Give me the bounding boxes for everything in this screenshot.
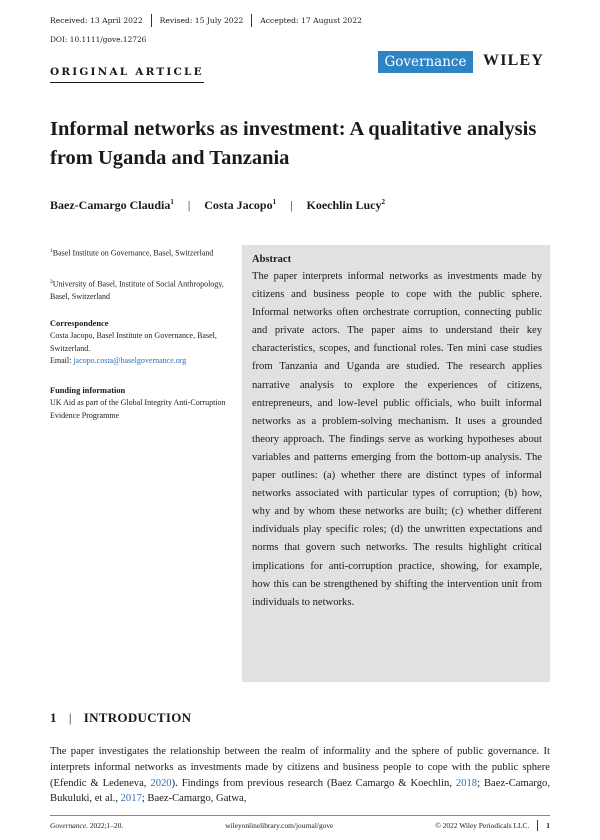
paper-title: Informal networks as investment: A qualitative analysis from Uganda and Tanzania — [50, 118, 537, 169]
author-list — [50, 198, 385, 213]
author-name[interactable]: Costa Jacopo$^1$ — [204, 198, 277, 212]
received-date: Received: 13 April 2022 — [50, 16, 143, 25]
affiliation: $^1$Basel Institute on Governance, Basel, Switzerland — [50, 248, 214, 258]
abstract-heading: Abstract — [252, 254, 292, 265]
intro-paragraph: The paper investigates the relationship between the realm of informality and the sphere of public governance. It interprets informal networks as investments made by citizens and business people to cope with the public sphere (Efendic & Ledeneva, 2020). Findings from previous research (Baez Camargo & Koechlin, 2018; Baez-Camargo, Bukuluki, et al., 2017; Baez-Camargo, Gatwa, — [50, 746, 550, 805]
citation-link[interactable]: 2020 — [150, 777, 172, 789]
affiliation: $^2$University of Basel, Institute of Social Anthropology, Basel, Switzerland — [50, 279, 224, 301]
funding-heading: Funding information — [50, 386, 126, 395]
footer-divider — [537, 820, 538, 831]
section-heading: 1 | INTRODUCTION — [50, 710, 192, 725]
citation-link[interactable]: 2017 — [120, 793, 142, 805]
author-name[interactable]: Koechlin Lucy$^2$ — [306, 198, 385, 212]
abstract-text: The paper interprets informal networks as investments made by citizens and business people to cope with the public sphere. Informal networks often orchestrate corruption, connecting public and private actors. The paper aims to understand their key characteristics, scopes, and functional roles. Ten mini case studies from Tanzania and Uganda are studied. The research applies narrative analysis to explore the experiences of citizens, entrepreneurs, and low-level public officials, who built informal networks as a problem-solving mechanism. It uses a grounded theory approach. The findings serve as working hypotheses about variables and patterns emerging from the bottom-up analysis. The paper outlines: (a) whether there are distinct types of informal networks associated with particular types of corruption; (b) how, why and by whom these networks are built; (c) whether different individuals play specific roles; (d) the unwritten expectations and norms that govern such networks. The results highlight critical implications for anti-corruption practice, showing, for example, how this can be strengthened by shifting the intervention unit from individuals to networks. — [252, 271, 542, 608]
page-number: 1 — [546, 821, 550, 830]
correspondence-text: Costa Jacopo, Basel Institute on Governance, Basel, Switzerland. — [50, 331, 217, 353]
doi[interactable]: DOI: 10.1111/gove.12726 — [50, 35, 147, 44]
date-divider — [151, 14, 152, 27]
author-separator: | — [187, 198, 191, 212]
funding-text: UK Aid as part of the Global Integrity Anti-Corruption Evidence Programme — [50, 398, 226, 420]
journal-reference: Governance. 2022;1–20. — [50, 821, 124, 830]
publisher-logo[interactable]: WILEY — [483, 52, 545, 69]
correspondence-heading: Correspondence — [50, 319, 109, 328]
date-divider — [251, 14, 252, 27]
journal-url[interactable]: wileyonlinelibrary.com/journal/gove — [225, 821, 334, 830]
citation-link[interactable]: 2018 — [455, 777, 478, 789]
author-name[interactable]: Baez-Camargo Claudia$^1$ — [50, 198, 174, 212]
page-footer — [50, 815, 550, 831]
correspondence: Correspondence Costa Jacopo, Basel Institute on Governance, Basel, Switzerland. Email: jacopo.costa@baselgovernance.org — [50, 318, 228, 367]
email-link[interactable]: jacopo.costa@baselgovernance.org — [73, 355, 187, 365]
journal-logo[interactable]: Governance — [378, 51, 473, 73]
copyright: © 2022 Wiley Periodicals LLC. — [435, 821, 530, 830]
article-dates — [50, 14, 362, 27]
funding-info — [50, 385, 228, 422]
accepted-date: Accepted: 17 August 2022 — [260, 16, 362, 25]
author-separator: | — [290, 198, 293, 212]
article-type: ORIGINAL ARTICLE — [50, 66, 204, 83]
abstract-box — [242, 245, 550, 682]
revised-date: Revised: 15 July 2022 — [159, 16, 244, 25]
